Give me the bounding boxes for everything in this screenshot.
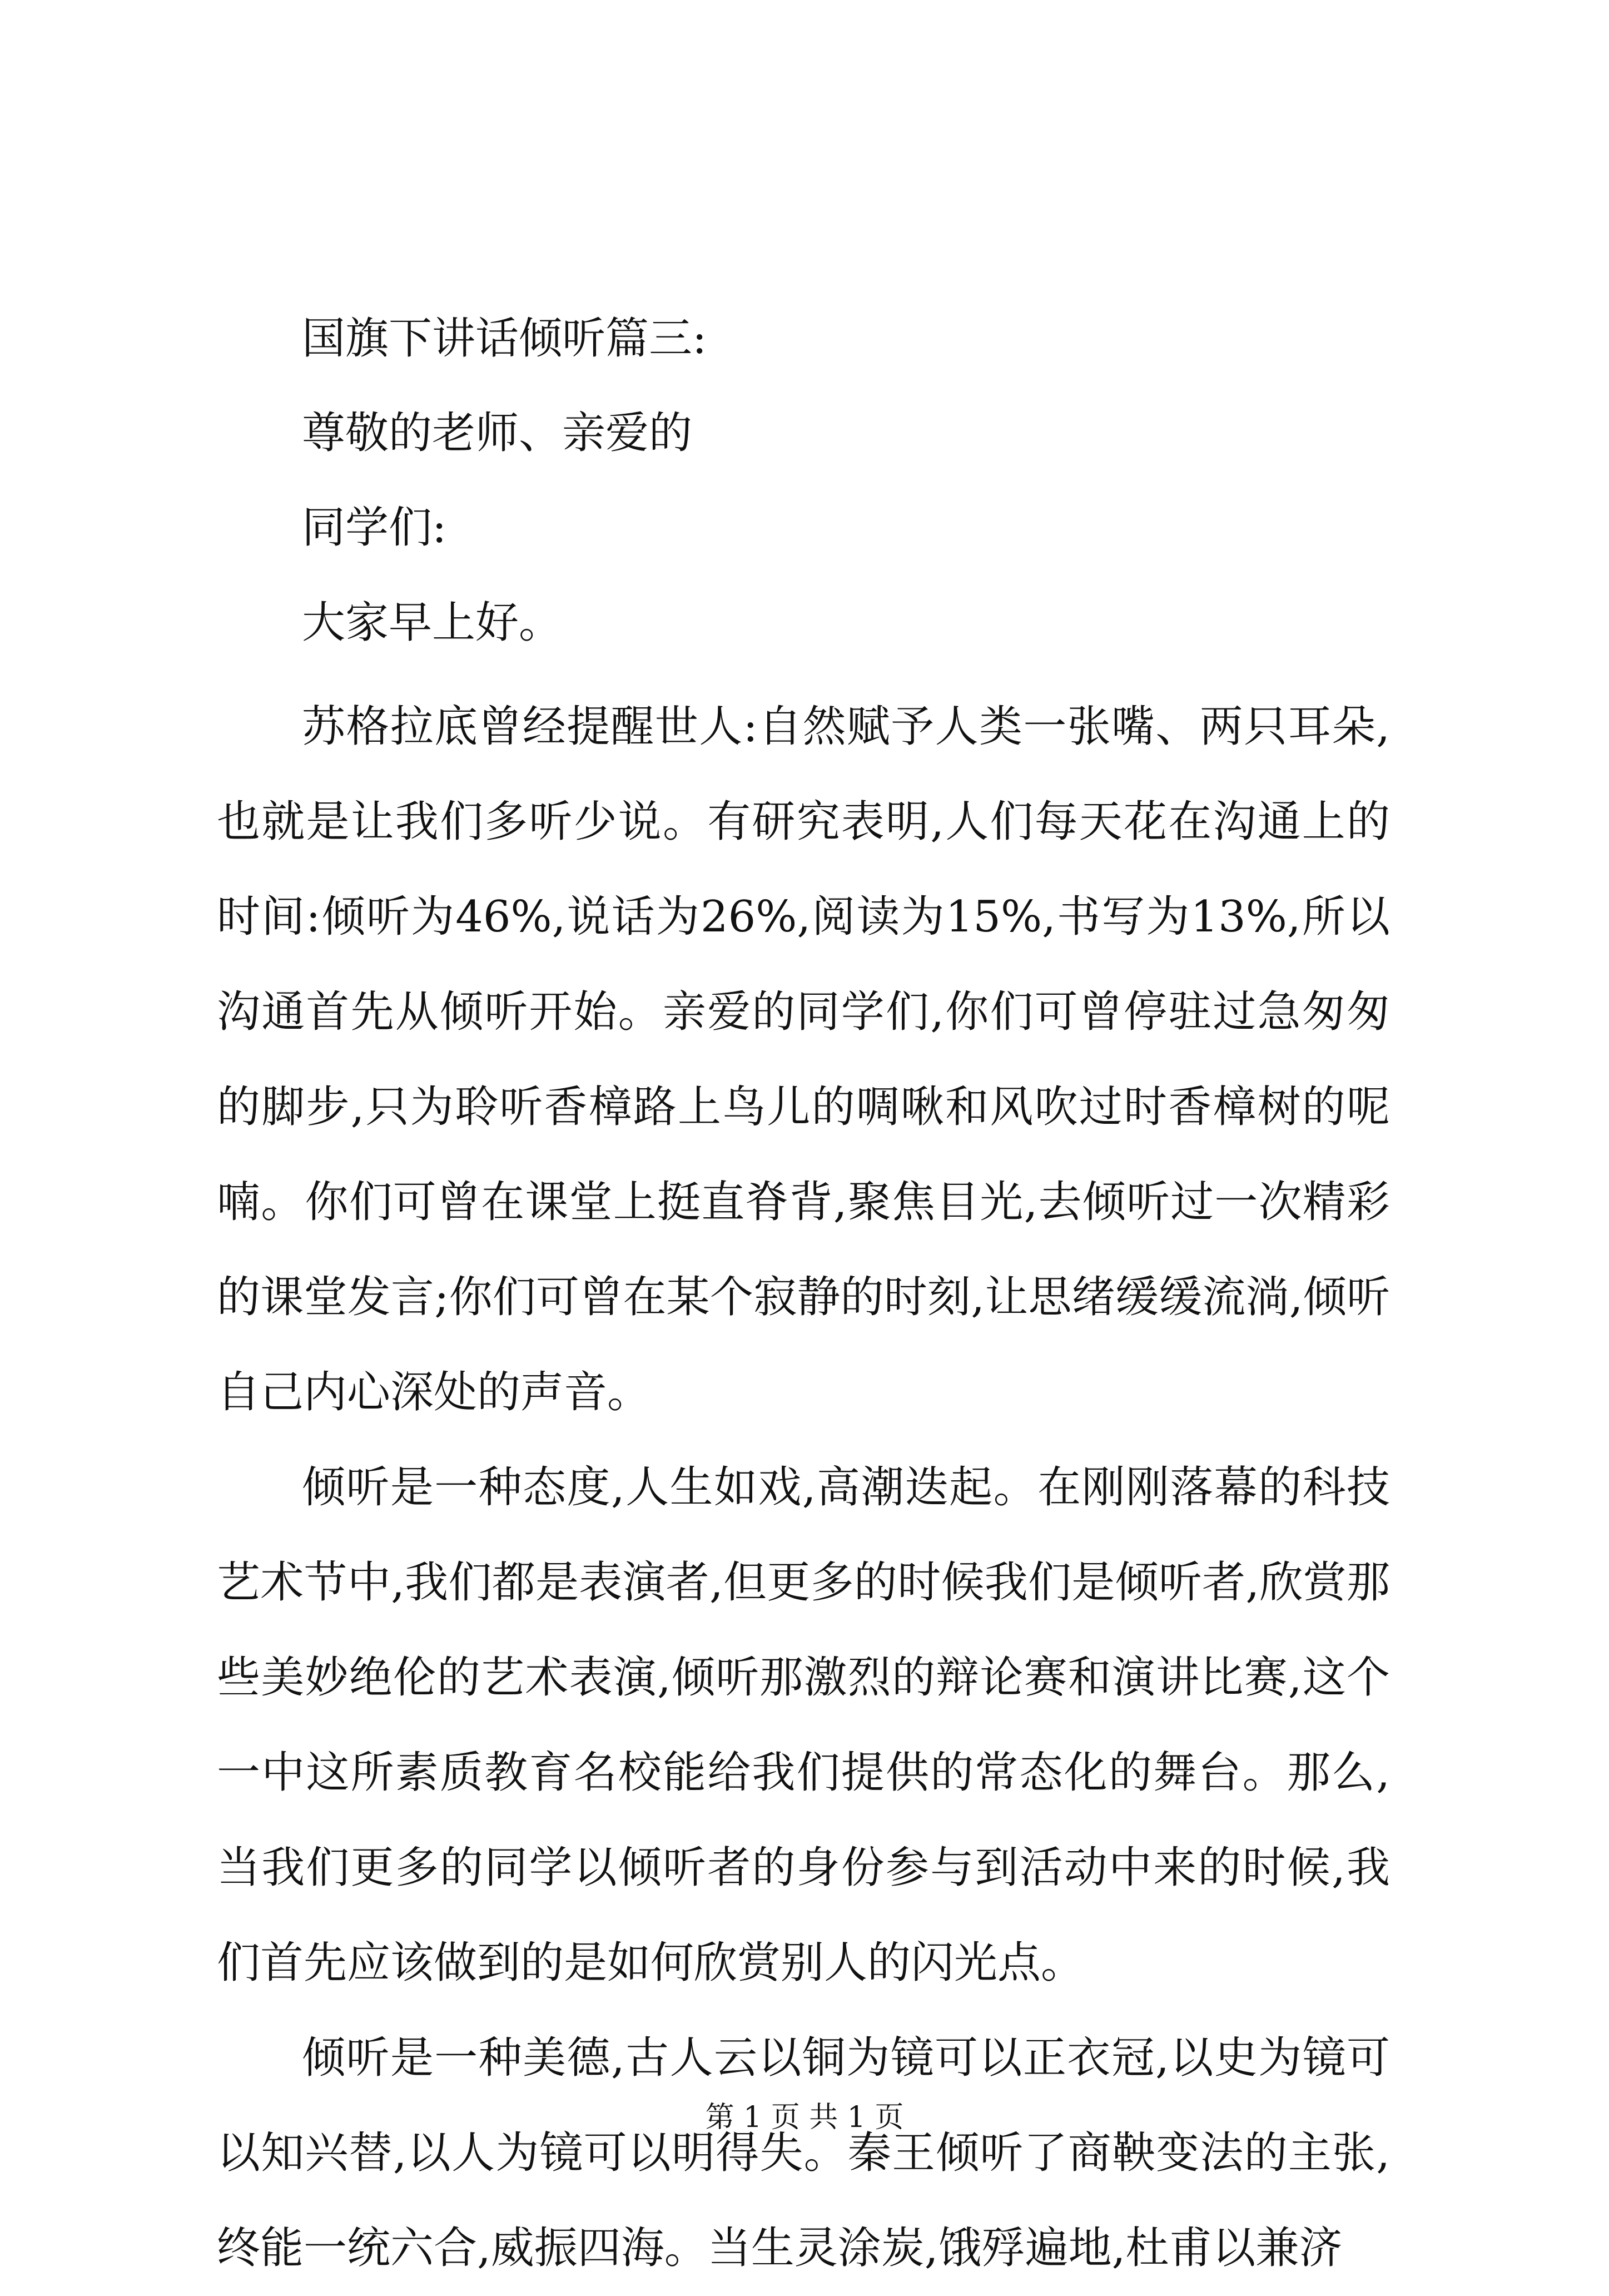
document-heading: 国旗下讲话倾听篇三: xyxy=(302,314,707,364)
paragraph-1: 苏格拉底曾经提醒世人:自然赋予人类一张嘴、两只耳朵,也就是让我们多听少说。有研究表明,人们每天花在沟通上的时间:倾听为46%,说话为26%,阅读为15%,书写为13%,所以沟通首先从倾听开始。亲爱的同学们,你们可曾停驻过急匆匆的脚步,只为聆听香樟路上鸟儿的啁啾和风吹过时香樟树的呢喃。你们可曾在课堂上挺直脊背,聚焦目光,去倾听过一次精彩的课堂发言;你们可曾在某个寂静的时刻,让思绪缓缓流淌,倾听自己内心深处的声音。 xyxy=(217,702,1390,1417)
salutation-line-1: 尊敬的老师、亲爱的 xyxy=(302,408,693,458)
salutation-line-2: 同学们: xyxy=(302,503,447,553)
body-text xyxy=(217,680,1390,2296)
paragraph-2: 倾听是一种态度,人生如戏,高潮迭起。在刚刚落幕的科技艺术节中,我们都是表演者,但更多的时候我们是倾听者,欣赏那些美妙绝伦的艺术表演,倾听那激烈的辩论赛和演讲比赛,这个一中这所素质教育名校能给我们提供的常态化的舞台。那么,当我们更多的同学以倾听者的身份参与到活动中来的时候,我们首先应该做到的是如何欣赏别人的闪光点。 xyxy=(217,1462,1390,1988)
greeting-line: 大家早上好。 xyxy=(302,598,563,648)
page-footer: 第 1 页 共 1 页 xyxy=(705,2101,904,2134)
paragraph-3: 倾听是一种美德,古人云以铜为镜可以正衣冠,以史为镜可以知兴替,以人为镜可以明得失。秦王倾听了商鞅变法的主张,终能一统六合,威振四海。当生灵涂炭,饿殍遍地,杜甫以兼济 xyxy=(217,2033,1390,2273)
